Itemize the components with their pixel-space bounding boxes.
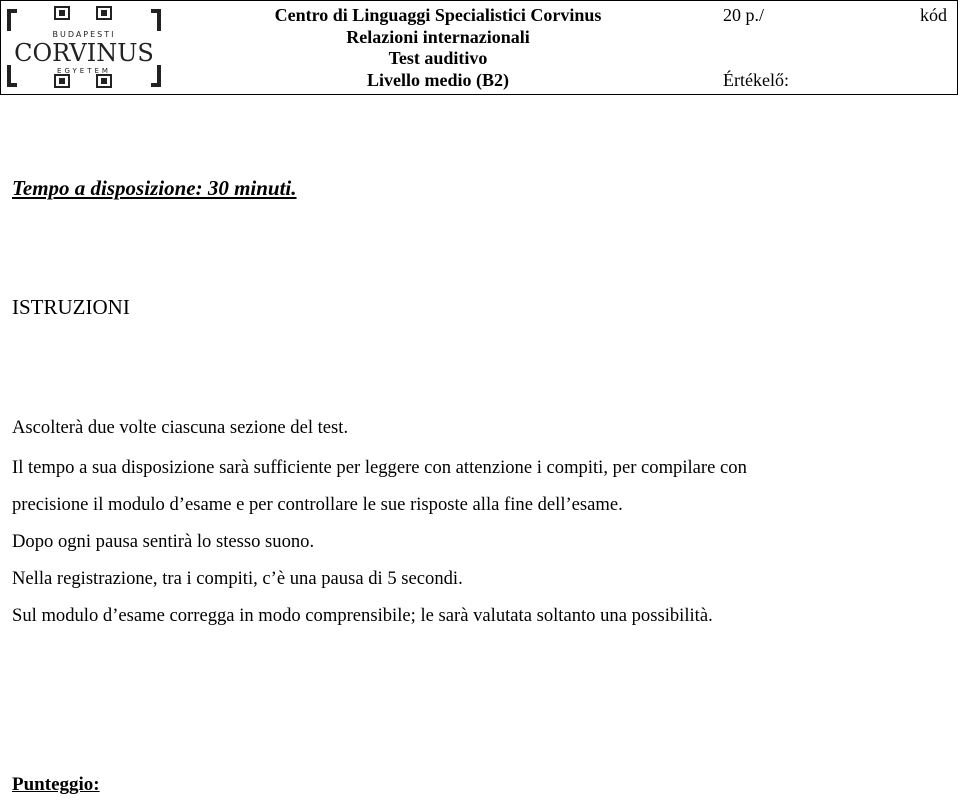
evaluator-field: Értékelő: [723, 70, 789, 90]
test-level: Livello medio (B2) [367, 69, 509, 90]
code-field: kód [920, 5, 947, 25]
header-titles [233, 5, 643, 91]
logo-text-corvinus: CORVINUS [14, 39, 154, 67]
document-header [0, 0, 958, 95]
points-field: 20 p./ [723, 5, 765, 25]
instruction-line: Nella registrazione, tra i compiti, c’è una pausa di 5 secondi. [12, 568, 463, 589]
subject-name: Relazioni internazionali [346, 26, 530, 47]
institution-name: Centro di Linguaggi Specialistici Corvinus [274, 5, 602, 25]
logo-text-budapesti: BUDAPESTI [52, 30, 116, 39]
instruction-line: precisione il modulo d’esame e per controllare le sue risposte alla fine dell’esame. [12, 494, 623, 515]
instruction-line: Ascolterà due volte ciascuna sezione del test. [12, 417, 349, 438]
instruction-line: Sul modulo d’esame corregga in modo comprensibile; le sarà valutata soltanto una possibilità. [12, 605, 713, 626]
instruction-line: Il tempo a sua disposizione sarà sufficiente per leggere con attenzione i compiti, per compilare con [12, 457, 747, 478]
time-limit: Tempo a disposizione: 30 minuti. [12, 176, 297, 200]
score-label: Punteggio: [12, 774, 100, 795]
corvinus-logo [5, 5, 163, 91]
test-type: Test auditivo [388, 48, 488, 68]
instruction-line: Dopo ogni pausa sentirà lo stesso suono. [12, 531, 315, 552]
logo-text-egyetem: EGYETEM [57, 67, 111, 75]
instructions-title: ISTRUZIONI [12, 295, 130, 319]
